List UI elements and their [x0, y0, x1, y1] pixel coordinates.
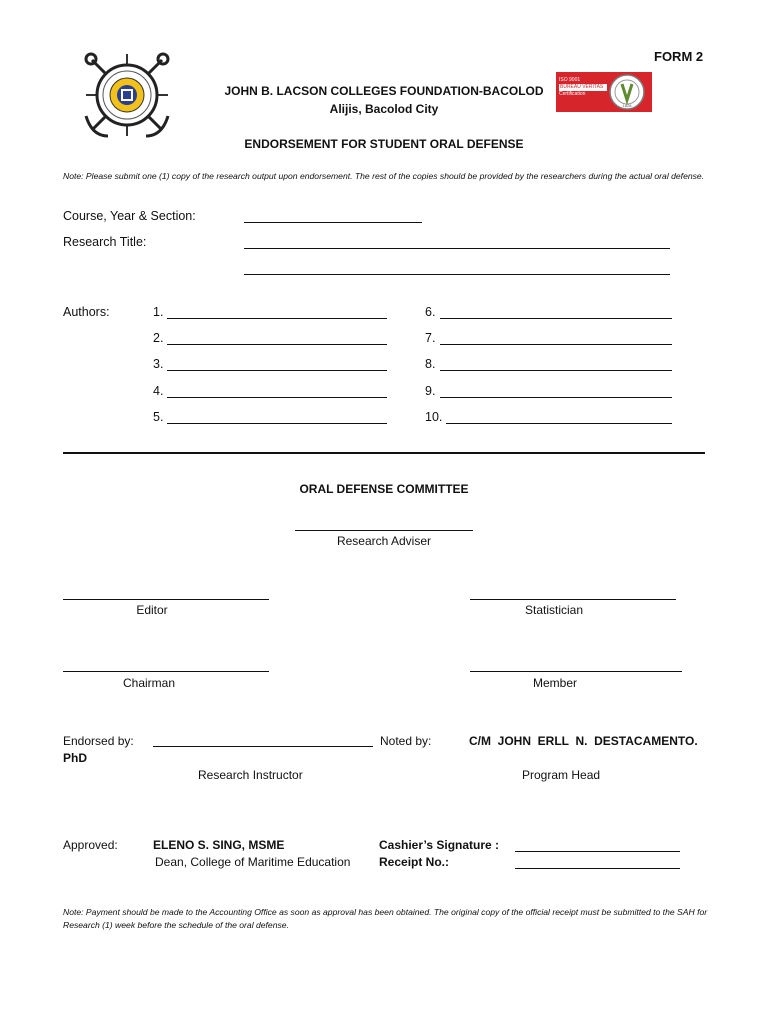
authors-label: Authors: — [63, 305, 110, 319]
author-field[interactable] — [167, 397, 387, 398]
institution-name: JOHN B. LACSON COLLEGES FOUNDATION-BACOLOD — [224, 84, 544, 98]
noted-by-label: Noted by: — [380, 734, 432, 748]
badge-year: 1828 — [622, 103, 632, 108]
author-number: 6. — [425, 305, 436, 319]
author-field[interactable] — [446, 423, 672, 424]
author-number: 10. — [425, 410, 443, 424]
author-number: 9. — [425, 384, 436, 398]
adviser-signature-line[interactable] — [295, 530, 473, 531]
adviser-role: Research Adviser — [336, 534, 432, 548]
course-label: Course, Year & Section: — [63, 209, 196, 223]
author-field[interactable] — [440, 318, 672, 319]
endorsed-by-label: Endorsed by: — [63, 734, 134, 748]
certification-badge — [556, 72, 652, 112]
research-title-label: Research Title: — [63, 235, 147, 249]
college-logo — [82, 50, 172, 142]
author-field[interactable] — [440, 344, 672, 345]
top-note: Note: Please submit one (1) copy of the research output upon endorsement. The rest of the copies should be provided by the researchers during the actual oral defense. — [63, 171, 705, 181]
member-signature-line[interactable] — [470, 671, 682, 672]
noted-by-suffix: PhD — [63, 751, 87, 765]
author-number: 5. — [153, 410, 164, 424]
noted-by-name: C/M JOHN ERLL N. DESTACAMENTO. — [469, 734, 698, 748]
author-field[interactable] — [440, 397, 672, 398]
author-number: 2. — [153, 331, 164, 345]
author-field[interactable] — [440, 370, 672, 371]
author-number: 4. — [153, 384, 164, 398]
cashier-signature-field[interactable] — [515, 851, 680, 852]
course-field[interactable] — [244, 222, 422, 223]
author-field[interactable] — [167, 370, 387, 371]
author-number: 8. — [425, 357, 436, 371]
chairman-signature-line[interactable] — [63, 671, 269, 672]
program-head-role: Program Head — [522, 768, 601, 782]
section-divider — [63, 452, 705, 454]
badge-text — [559, 77, 607, 98]
editor-signature-line[interactable] — [63, 599, 269, 600]
bureau-veritas-seal-icon — [608, 73, 646, 111]
research-instructor-role: Research Instructor — [198, 768, 303, 782]
committee-heading: ORAL DEFENSE COMMITTEE — [299, 482, 469, 496]
endorsed-by-signature-line[interactable] — [153, 746, 373, 747]
badge-line3: Certification — [559, 91, 586, 97]
form-title: ENDORSEMENT FOR STUDENT ORAL DEFENSE — [244, 137, 524, 151]
receipt-number-field[interactable] — [515, 868, 680, 869]
author-field[interactable] — [167, 423, 387, 424]
badge-line2: BUREAU VERITAS — [559, 84, 607, 91]
author-field[interactable] — [167, 318, 387, 319]
research-title-field-2[interactable] — [244, 274, 670, 275]
bottom-note: Note: Payment should be made to the Accounting Office as soon as approval has been obtained. The original copy of the official receipt must be submitted to the SAH for Research (1) week before the schedule of the oral defense. — [63, 907, 708, 930]
dean-title: Dean, College of Maritime Education — [155, 855, 351, 869]
institution-address: Alijis, Bacolod City — [329, 102, 439, 116]
chairman-role: Chairman — [122, 676, 176, 690]
author-number: 1. — [153, 305, 164, 319]
statistician-role: Statistician — [524, 603, 584, 617]
research-title-field-1[interactable] — [244, 248, 670, 249]
editor-role: Editor — [136, 603, 168, 617]
cashier-signature-label: Cashier’s Signature : — [379, 838, 500, 852]
author-field[interactable] — [167, 344, 387, 345]
author-number: 7. — [425, 331, 436, 345]
author-number: 3. — [153, 357, 164, 371]
dean-name: ELENO S. SING, MSME — [153, 838, 285, 852]
member-role: Member — [532, 676, 577, 690]
approved-label: Approved: — [63, 838, 118, 852]
form-label: FORM 2 — [654, 49, 704, 64]
receipt-number-label: Receipt No.: — [379, 855, 450, 869]
statistician-signature-line[interactable] — [470, 599, 676, 600]
badge-line1: ISO 9001 — [559, 77, 581, 83]
